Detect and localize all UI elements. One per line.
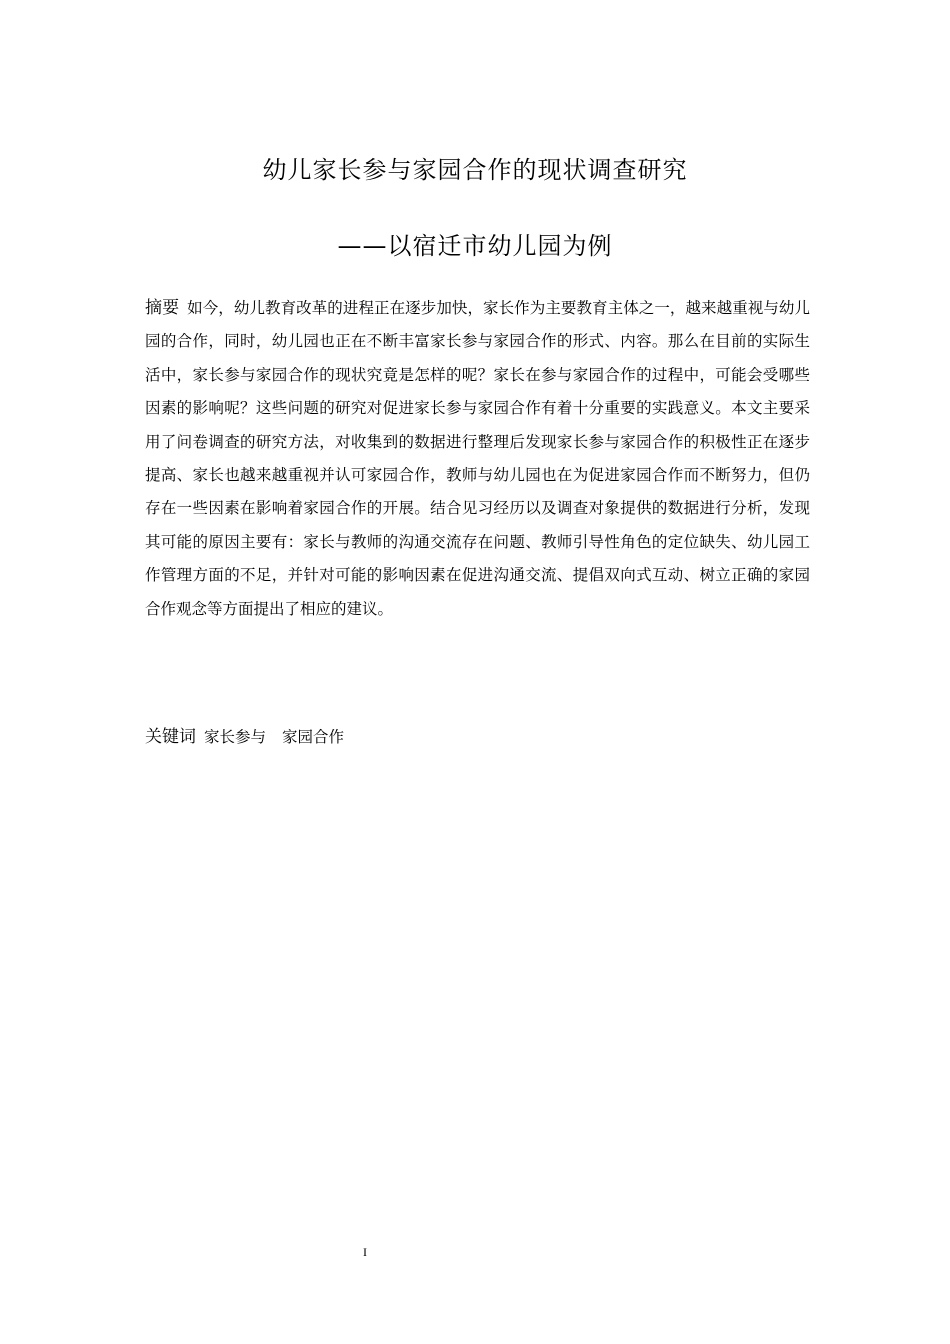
abstract-text: 如今，幼儿教育改革的进程正在逐步加快，家长作为主要教育主体之一，越来越重视与幼儿园的合作，同时，幼儿园也正在不断丰富家长参与家园合作的形式、内容。那么在目前的实际生活中，家长参与家园合作的现状究竟是怎样的呢？家长在参与家园合作的过程中，可能会受哪些因素的影响呢？这些问题的研究对促进家长参与家园合作有着十分重要的实践意义。本文主要采用了问卷调查的研究方法，对收集到的数据进行整理后发现家长参与家园合作的积极性正在逐步提高、家长也越来越重视并认可家园合作，教师与幼儿园也在为促进家园合作而不断努力，但仍存在一些因素在影响着家园合作的开展。结合见习经历以及调查对象提供的数据进行分析，发现其可能的原因主要有：家长与教师的沟通交流存在问题、教师引导性角色的定位缺失、幼儿园工作管理方面的不足，并针对可能的影响因素在促进沟通交流、提倡双向式互动、树立正确的家园合作观念等方面提出了相应的建议。	[145, 299, 810, 618]
paper-subtitle: ——以宿迁市幼儿园为例	[337, 232, 613, 260]
keywords-line	[145, 723, 344, 751]
keyword-item: 家长参与	[204, 728, 267, 746]
abstract-label: 摘要	[145, 298, 180, 318]
keyword-item: 家园合作	[282, 728, 345, 746]
page-number: I	[363, 1245, 367, 1259]
abstract-paragraph	[145, 292, 810, 626]
keywords-label: 关键词	[145, 727, 196, 747]
paper-title: 幼儿家长参与家园合作的现状调查研究	[262, 156, 688, 184]
